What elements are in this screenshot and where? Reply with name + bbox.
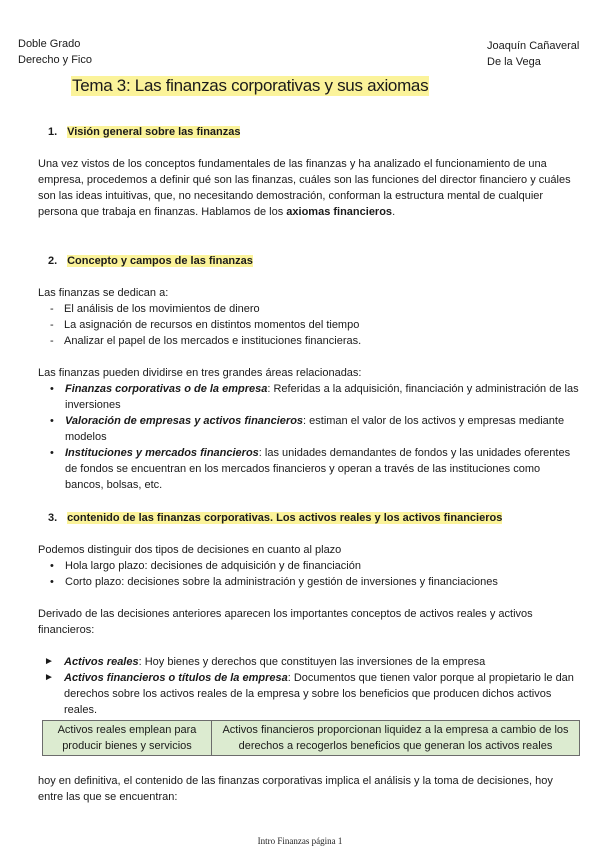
bullet-icon: • — [50, 560, 54, 572]
header-degree: Doble Grado — [18, 38, 81, 50]
activo-item — [44, 654, 584, 670]
activo-item — [44, 670, 584, 718]
plazo-item-text: Corto plazo: decisiones sobre la administración y gestión de inversiones y financiaciones — [65, 576, 498, 588]
arrow-right-icon: ► — [44, 672, 54, 683]
activo-desc: : Documentos que tienen valor porque al propietario le dan derechos sobre los activos reales de la empresa y sobre los beneficios que producen dichos activos reales. — [64, 672, 574, 716]
activo-term: Activos financieros o títulos de la empresa — [64, 672, 288, 684]
section-1-title: Visión general sobre las finanzas — [67, 126, 241, 138]
section-1-paragraph — [38, 156, 578, 220]
box-financial-assets: Activos financieros proporcionan liquidez a la empresa a cambio de los derechos a recogerlos beneficios que generan los activos reales — [212, 721, 580, 756]
bullet-icon: • — [50, 576, 54, 588]
bullet-icon: • — [50, 447, 54, 459]
area-desc: : las unidades demandantes de fondos y las unidades oferentes de fondos se encuentran en los mercados financieros y operan a través de las instituciones como bancos, bolsas, etc. — [65, 447, 571, 491]
header-right — [487, 38, 579, 70]
section-1-paragraph-text: Una vez vistos de los conceptos fundamentales de las finanzas y ha analizado el funcionamiento de una empresa, procedemos a definir qué son las finanzas, cuáles son las funciones del director financiero y cuáles son las ideas intuitivas, que, no necesitando demostración, conforman la estructura mental de cualquier persona que trabaja en finanzas. Hablamos de los — [38, 158, 571, 218]
section-2-title: Concepto y campos de las finanzas — [67, 255, 253, 267]
section-1-heading — [48, 124, 240, 140]
area-item — [50, 381, 580, 413]
activo-term: Activos reales — [64, 656, 139, 668]
page-title: Tema 3: Las finanzas corporativas y sus axiomas — [72, 76, 429, 95]
activo-desc: : Hoy bienes y derechos que constituyen las inversiones de la empresa — [138, 656, 486, 668]
header-author-surname: De la Vega — [487, 56, 541, 68]
dash-list-item: - Analizar el papel de los mercados e instituciones financieras. — [50, 333, 361, 349]
section-3-title: contenido de las finanzas corporativas. Los activos reales y los activos financieros — [67, 512, 503, 524]
plazo-item — [50, 574, 580, 590]
arrow-right-icon: ► — [44, 656, 54, 667]
dash-list-item: - La asignación de recursos en distintos momentos del tiempo — [50, 317, 361, 333]
header-author-name: Joaquín Cañaveral — [487, 40, 580, 52]
area-desc: : Referidas a la adquisición, financiación y administración de las inversiones — [65, 383, 579, 411]
section-2-intro: Las finanzas se dedican a: — [38, 287, 169, 299]
plazo-intro: Podemos distinguir dos tipos de decisiones en cuanto al plazo — [38, 544, 342, 556]
section-2-number: 2. — [48, 255, 58, 267]
area-term: Instituciones y mercados financieros — [65, 447, 259, 459]
section-1-number: 1. — [48, 126, 58, 138]
plazo-item — [50, 558, 580, 574]
activos-list — [44, 654, 584, 718]
axiomas-term: axiomas financieros — [286, 206, 393, 218]
area-item — [50, 413, 580, 445]
section-1-paragraph-end: . — [392, 206, 396, 218]
area-item — [50, 445, 580, 493]
header-left — [18, 36, 92, 68]
dash-list-item: - El análisis de los movimientos de dinero — [50, 301, 361, 317]
plazo-list — [50, 558, 580, 590]
section-3-heading — [48, 510, 502, 526]
dash-list — [50, 301, 361, 349]
area-term: Valoración de empresas y activos financieros — [65, 415, 304, 427]
page-footer: Intro Finanzas página 1 — [257, 836, 343, 846]
box-real-assets: Activos reales emplean para producir bienes y servicios — [43, 721, 212, 756]
bullet-icon: • — [50, 383, 54, 395]
areas-intro: Las finanzas pueden dividirse en tres grandes áreas relacionadas: — [38, 367, 362, 379]
section-2-heading — [48, 253, 253, 269]
section-3-number: 3. — [48, 512, 58, 524]
closing-paragraph: hoy en definitiva, el contenido de las finanzas corporativas implica el análisis y la toma de decisiones, hoy entre las que se encuentran: — [38, 775, 553, 803]
header-subjects: Derecho y Fico — [18, 54, 92, 66]
areas-list — [50, 381, 580, 493]
activos-comparison-box — [42, 720, 580, 756]
derived-paragraph: Derivado de las decisiones anteriores aparecen los importantes conceptos de activos reales y activos financieros: — [38, 608, 533, 636]
plazo-item-text: Hola largo plazo: decisiones de adquisición y de financiación — [65, 560, 361, 572]
area-term: Finanzas corporativas o de la empresa — [65, 383, 268, 395]
bullet-icon: • — [50, 415, 54, 427]
area-desc: : estiman el valor de los activos y empresas mediante modelos — [65, 415, 565, 443]
